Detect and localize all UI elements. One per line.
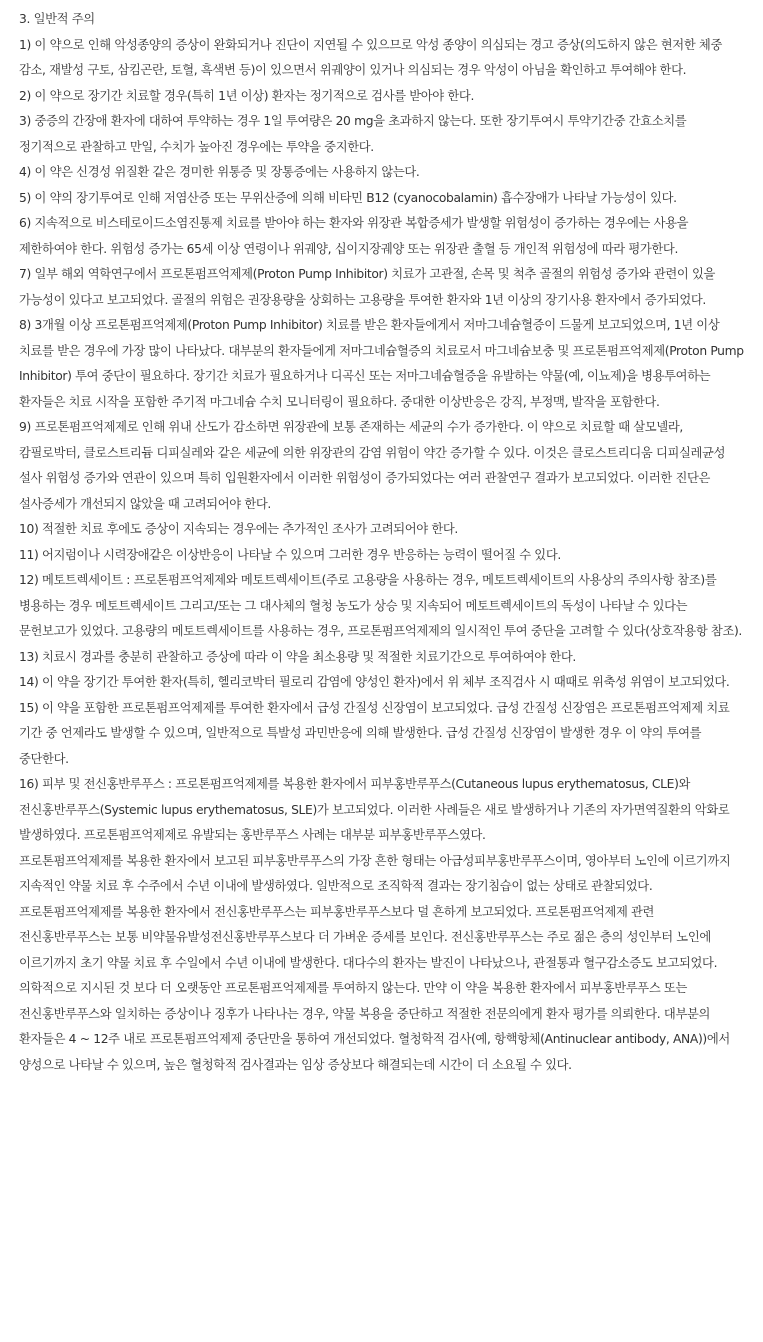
paragraph-item-12: 12) 메토트렉세이트 : 프로톤펌프억제제와 메토트렉세이트(주로 고용량을 사용하는 경우, 메토트렉세이트의 사용상의 주의사항 참조)를 병용하는 경우 메토트렉세이트 그리고/또는 그 대사체의 혈청 농도가 상승 및 지속되어 메토트렉세이트의 독성이 나타날 수 있다는 문헌보고가 있었다. 고용량의 메토트렉세이트를 사용하는 경우, 프로톤펌프억제제의 일시적인 투여 중단을 고려할 수 있다(상호작용항 참조).: [19, 573, 742, 638]
paragraph-item-9: 9) 프로톤펌프억제제로 인해 위내 산도가 감소하면 위장관에 보통 존재하는 세균의 수가 증가한다. 이 약으로 치료할 때 살모넬라, 캄필로박터, 클로스트리듐 디피실레와 같은 세균에 의한 위장관의 감염 위험이 약간 증가할 수 있다. 이것은 클로스트리디움 디피실레균성 설사 위험성 증가와 연관이 있으며 특히 입원환자에서 이러한 위험성이 증가되었다는 여러 관찰연구 결과가 보고되었다. 이러한 진단은 설사증세가 개선되지 않았을 때 고려되어야 한다.: [19, 420, 726, 511]
paragraph-item-10: 10) 적절한 치료 후에도 증상이 지속되는 경우에는 추가적인 조사가 고려되어야 한다.: [19, 522, 458, 536]
paragraph-item-7: 7) 일부 해외 역학연구에서 프로톤펌프억제제(Proton Pump Inhibitor) 치료가 고관절, 손목 및 척추 골절의 위험성 증가와 관련이 있을 가능성이 있다고 보고되었다. 골절의 위험은 권장용량을 상회하는 고용량을 투여한 환자와 1년 이상의 장기사용 환자에서 증가되었다.: [19, 267, 716, 307]
paragraph-lupus-cle: 프로톤펌프억제제를 복용한 환자에서 보고된 피부홍반루푸스의 가장 흔한 형태는 아급성피부홍반루푸스이며, 영아부터 노인에 이르기까지 지속적인 약물 치료 후 수주에서 수년 이내에 발생하였다. 일반적으로 조직학적 결과는 장기침습이 없는 상태로 관찰되었다.: [19, 853, 731, 893]
paragraph-lupus-management: 의학적으로 지시된 것 보다 더 오랫동안 프로톤펌프억제제를 투여하지 않는다. 만약 이 약을 복용한 환자에서 피부홍반루푸스 또는 전신홍반루푸스와 일치하는 증상이나 징후가 나타나는 경우, 약물 복용을 중단하고 적절한 전문의에게 환자 평가를 의뢰한다. 대부분의 환자들은 4 ~ 12주 내로 프로톤펌프억제제 중단만을 통하여 개선되었다. 혈청학적 검사(예, 항핵항체(Antinuclear antibody, ANA))에서 양성으로 나타날 수 있으며, 높은 혈청학적 검사결과는 임상 증상보다 해결되는데 시간이 더 소요될 수 있다.: [19, 981, 730, 1072]
paragraph-item-11: 11) 어지럼이나 시력장애같은 이상반응이 나타날 수 있으며 그러한 경우 반응하는 능력이 떨어질 수 있다.: [19, 547, 561, 562]
paragraph-item-14: 14) 이 약을 장기간 투여한 환자(특히, 헬리코박터 필로리 감염에 양성인 환자)에서 위 체부 조직검사 시 때때로 위축성 위염이 보고되었다.: [19, 675, 730, 689]
paragraph-item-2: 2) 이 약으로 장기간 치료할 경우(특히 1년 이상) 환자는 정기적으로 검사를 받아야 한다.: [19, 88, 475, 103]
paragraph-item-8: 8) 3개월 이상 프로톤펌프억제제(Proton Pump Inhibitor) 치료를 받은 환자들에게서 저마그네슘혈증이 드물게 보고되었으며, 1년 이상 치료를 받은 경우에 가장 많이 나타났다. 대부분의 환자들에게 저마그네슘혈증의 치료로서 마그네슘보충 및 프로톤펌프억제제(Proton Pump Inhibitor) 투여 중단이 필요하다. 장기간 치료가 필요하거나 디곡신 또는 저마그네슘혈증을 유발하는 약물(예, 이뇨제)을 병용투여하는 환자들은 치료 시작을 포함한 주기적 마그네슘 수치 모니터링이 필요하다. 중대한 이상반응은 강직, 부정맥, 발작을 포함한다.: [19, 318, 744, 409]
paragraph-item-13: 13) 치료시 경과를 충분히 관찰하고 증상에 따라 이 약을 최소용량 및 적절한 치료기간으로 투여하여야 한다.: [19, 649, 576, 664]
paragraph-item-1: 1) 이 약으로 인해 악성종양의 증상이 완화되거나 진단이 지연될 수 있으므로 악성 종양이 의심되는 경고 증상(의도하지 않은 현저한 체중 감소, 재발성 구토, 삼킴곤란, 토혈, 흑색변 등)이 있으면서 위궤양이 있거나 의심되는 경우 악성이 아님을 확인하고 투여해야 한다.: [19, 37, 722, 77]
section-heading: 3. 일반적 주의: [19, 12, 95, 26]
paragraph-item-5: 5) 이 약의 장기투여로 인해 저염산증 또는 무위산증에 의해 비타민 B12 (cyanocobalamin) 흡수장애가 나타날 가능성이 있다.: [19, 190, 677, 205]
paragraph-item-15: 15) 이 약을 포함한 프로톤펌프억제제를 투여한 환자에서 급성 간질성 신장염이 보고되었다. 급성 간질성 신장염은 프로톤펌프억제제 치료 기간 중 언제라도 발생할 수 있으며, 일반적으로 특발성 과민반응에 의해 발생한다. 급성 간질성 신장염이 발생한 경우 이 약의 투여를 중단한다.: [19, 700, 730, 766]
paragraph-item-16: 16) 피부 및 전신홍반루푸스 : 프로톤펌프억제제를 복용한 환자에서 피부홍반루푸스(Cutaneous lupus erythematosus, CLE)와 전신홍반루푸스(Systemic lupus erythematosus, SLE)가 보고되었다. 이러한 사례들은 새로 발생하거나 기존의 자가면역질환의 악화로 발생하였다. 프로톤펌프억제제로 유발되는 홍반루푸스 사례는 대부분 피부홍반루푸스였다.: [19, 777, 730, 842]
paragraph-item-3: 3) 중증의 간장애 환자에 대하여 투약하는 경우 1일 투여량은 20 mg을 초과하지 않는다. 또한 장기투여시 투약기간중 간효소치를 정기적으로 관찰하고 만일, 수치가 높아진 경우에는 투약을 중지한다.: [19, 114, 687, 154]
paragraph-item-6: 6) 지속적으로 비스테로이드소염진통제 치료를 받아야 하는 환자와 위장관 복합증세가 발생할 위험성이 증가하는 경우에는 사용을 제한하여야 한다. 위험성 증가는 65세 이상 연령이나 위궤양, 십이지장궤양 또는 위장관 출혈 등 개인적 위험성에 따라 평가한다.: [19, 216, 689, 256]
paragraph-lupus-sle: 프로톤펌프억제제를 복용한 환자에서 전신홍반루푸스는 피부홍반루푸스보다 덜 흔하게 보고되었다. 프로톤펌프억제제 관련 전신홍반루푸스는 보통 비약물유발성전신홍반루푸스보다 더 가벼운 증세를 보인다. 전신홍반루푸스는 주로 젊은 층의 성인부터 노인에 이르기까지 초기 약물 치료 후 수일에서 수년 이내에 발생한다. 대다수의 환자는 발진이 나타났으나, 관절통과 혈구감소증도 보고되었다.: [19, 904, 718, 970]
paragraph-item-4: 4) 이 약은 신경성 위질환 같은 경미한 위통증 및 장통증에는 사용하지 않는다.: [19, 165, 420, 179]
